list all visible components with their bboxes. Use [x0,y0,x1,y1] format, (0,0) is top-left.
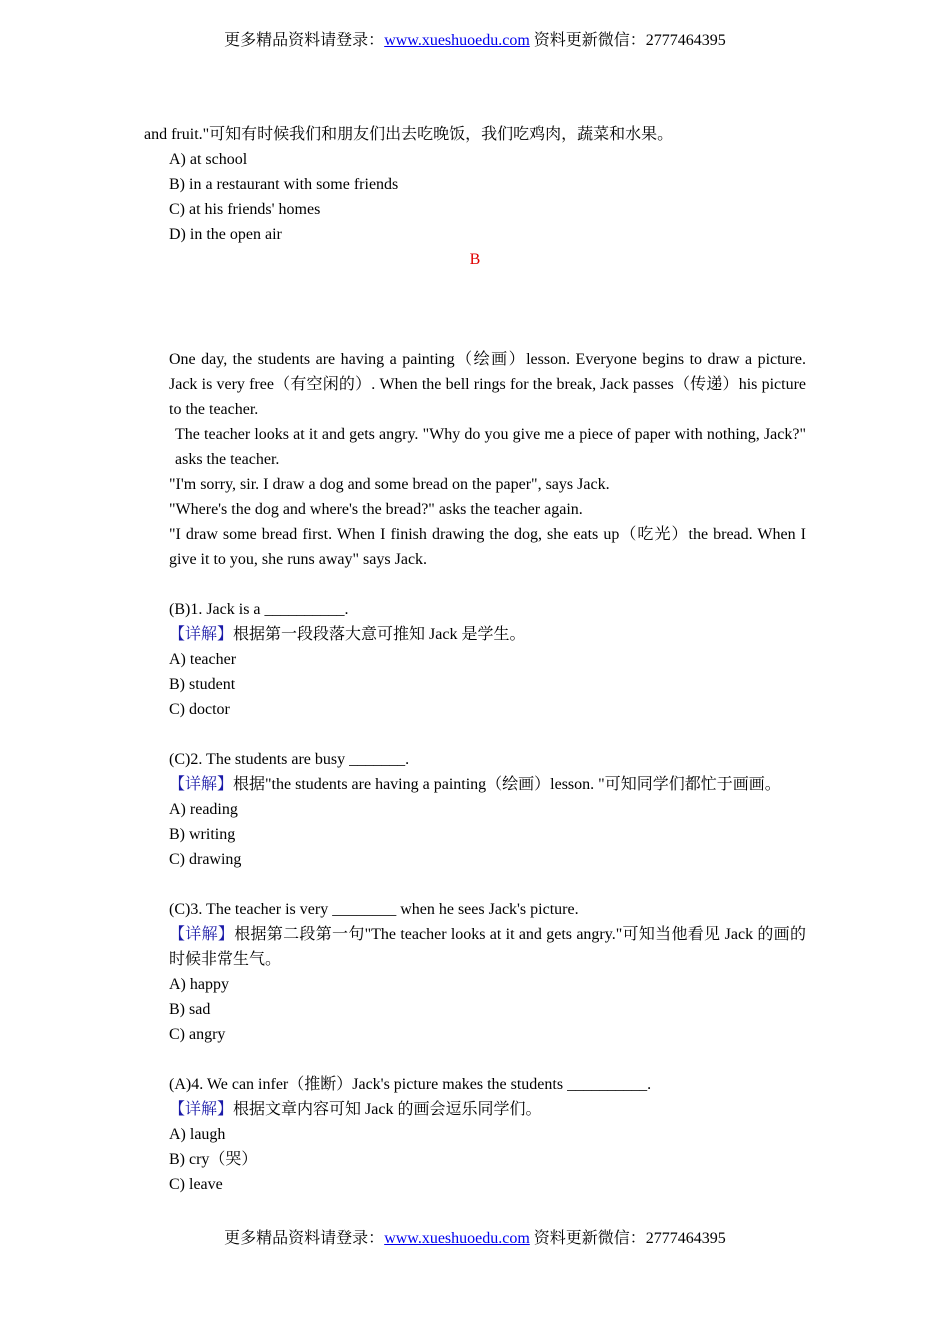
detail-text: 根据第一段段落大意可推知 Jack 是学生。 [233,626,526,643]
header-prefix: 更多精品资料请登录： [224,32,385,49]
detail-text: 根据第二段第一句"The teacher looks at it and gets angry."可知当他看见 Jack 的画的时候非常生气。 [169,926,806,968]
detail-label: 【详解】 [169,1101,234,1118]
option: B) cry（哭） [169,1151,258,1168]
question-stem: (B)1. Jack is a __________. [169,601,349,618]
option: A) at school [169,151,248,168]
passage-paragraph: The teacher looks at it and gets angry. "Why do you give me a piece of paper with nothing, Jack?" asks the teacher. [175,426,806,468]
option: A) reading [169,801,238,818]
footer-url-link[interactable]: www.xueshuoedu.com [384,1230,530,1247]
previous-explanation-tail: and fruit."可知有时候我们和朋友们出去吃晚饭，我们吃鸡肉，蔬菜和水果。 [144,126,674,143]
passage-paragraph: "I'm sorry, sir. I draw a dog and some bread on the paper", says Jack. [169,476,610,493]
question-detail [144,772,806,797]
question-stem: (C)3. The teacher is very ________ when he sees Jack's picture. [169,901,579,918]
option: C) leave [169,1176,223,1193]
detail-label: 【详解】 [169,776,234,793]
option: C) doctor [169,701,230,718]
question-1 [144,597,806,722]
document-body [144,122,806,1197]
header-suffix: 资料更新微信：2777464395 [529,32,726,49]
option: A) laugh [169,1126,226,1143]
passage-paragraph: "I draw some bread first. When I finish drawing the dog, she eats up（吃光）the bread. When I give it to you, she runs away" says Jack. [169,526,806,568]
question-detail [144,622,806,647]
detail-text: 根据"the students are having a painting（绘画）lesson. "可知同学们都忙于画画。 [233,776,781,793]
question-4 [144,1072,806,1197]
option: D) in the open air [169,226,282,243]
header-url-link[interactable]: www.xueshuoedu.com [384,32,530,49]
footer-prefix: 更多精品资料请登录： [224,1230,385,1247]
option: B) sad [169,1001,211,1018]
page-footer [0,1229,950,1249]
answer-mark: B [469,251,481,268]
option: B) student [169,676,236,693]
page-header [0,31,950,51]
passage-paragraph: One day, the students are having a painting（绘画）lesson. Everyone begins to draw a picture. Jack is very free（有空闲的）. When the bell rings for the break, Jack passes（传递）his picture to the teacher. [169,351,806,418]
footer-suffix: 资料更新微信：2777464395 [529,1230,726,1247]
detail-label: 【详解】 [169,626,234,643]
question-detail [144,1097,806,1122]
option: A) teacher [169,651,237,668]
question-stem: (C)2. The students are busy _______. [169,751,410,768]
option: C) drawing [169,851,242,868]
question-detail [144,922,806,972]
option: B) writing [169,826,236,843]
option: C) at his friends' homes [169,201,321,218]
option: B) in a restaurant with some friends [169,176,399,193]
option: C) angry [169,1026,226,1043]
question-stem: (A)4. We can infer（推断）Jack's picture makes the students __________. [169,1076,652,1093]
question-2 [144,747,806,872]
question-3 [144,897,806,1047]
detail-text: 根据文章内容可知 Jack 的画会逗乐同学们。 [233,1101,542,1118]
detail-label: 【详解】 [169,926,235,943]
option: A) happy [169,976,229,993]
passage-paragraph: "Where's the dog and where's the bread?" asks the teacher again. [169,501,583,518]
